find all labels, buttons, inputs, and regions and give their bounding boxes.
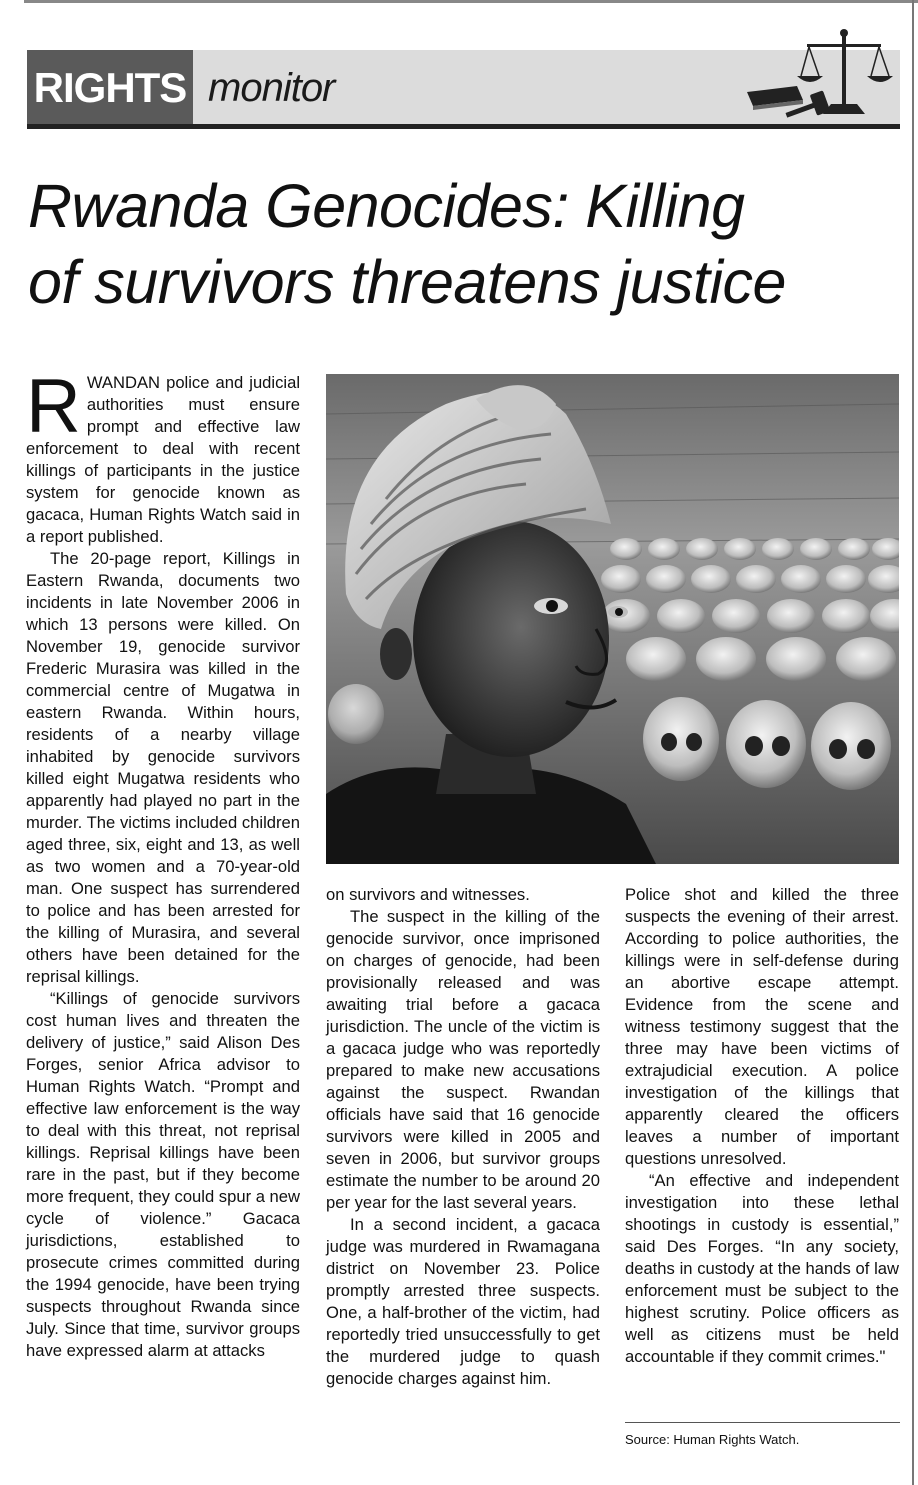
source-credit: Source: Human Rights Watch. — [625, 1432, 800, 1447]
drop-cap: R — [26, 364, 81, 449]
top-rule — [24, 0, 918, 3]
headline-line-1: Rwanda Genocides: Killing — [28, 172, 745, 240]
article-paragraph: In a second incident, a gacaca judge was murdered in Rwamagana district on November 23. Police promptly arrested three suspects. One, a half-brother of the victim, had reportedly tried unsuccessfully to get the murdered judge to quash genocide charges against him. — [326, 1215, 600, 1388]
section-label: RIGHTS — [27, 50, 193, 125]
source-divider — [625, 1422, 900, 1423]
page-edge-rule — [912, 0, 914, 1485]
article-paragraph: “An effective and independent investigation into these lethal shootings in custody is essential,” said Des Forges. “In any society, deaths in custody at the hands of law enforcement must be subject to the highest scrutiny. Police officers as well as citizens must be held accountable if they commit crimes." — [625, 1171, 899, 1366]
article-column-3 — [625, 884, 899, 1368]
article-paragraph — [26, 364, 300, 548]
article-paragraph: The 20-page report, Killings in Eastern Rwanda, documents two incidents in late November 2006 in which 13 persons were killed. On November 19, genocide survivor Frederic Murasira was killed in the commercial centre of Mugatwa in eastern Rwanda. Within hours, residents of a nearby village inhabited by genocide survivors killed eight Mugatwa residents who apparently had played no part in the murder. The victims included children aged three, six, eight and 13, as well as two women and a 70-year-old man. One suspect has surrendered to police and has been arrested for the killing of Murasira, and several others have been detained for the reprisal killings. — [26, 549, 300, 986]
article-column-2 — [326, 884, 600, 1390]
section-subtitle: monitor — [208, 66, 335, 110]
article-photo — [326, 374, 899, 864]
article-paragraph: The suspect in the killing of the genocide survivor, once imprisoned on charges of genocide, had been provisionally released and was awaiting trial before a gacaca jurisdiction. The uncle of the victim is a gacaca judge who was reportedly prepared to make new accusations against the suspect. Rwandan officials have said that 16 genocide survivors were killed in 2005 and seven in 2006, but survivor groups estimate the number to be around 20 per year for the last several years. — [326, 907, 600, 1212]
scales-of-justice-icon — [745, 28, 895, 124]
masthead-rule — [27, 124, 900, 129]
headline — [28, 168, 908, 320]
headline-line-2: of survivors threatens justice — [28, 248, 786, 316]
article-column-1 — [26, 364, 300, 1362]
article-paragraph: on survivors and witnesses. — [326, 885, 530, 904]
article-paragraph: Police shot and killed the three suspects the evening of their arrest. According to police authorities, the killings were in self-defense during an abortive escape attempt. Evidence from the scene and witness testimony suggest that the three may have been victims of extrajudicial execution. A police investigation of the killings that apparently cleared the officers leaves a number of important questions unresolved. — [625, 885, 899, 1168]
article-paragraph: “Killings of genocide survivors cost human lives and threaten the delivery of justice,” said Alison Des Forges, senior Africa advisor to Human Rights Watch. “Prompt and effective law enforcement is the way to deal with this threat, not reprisal killings. Reprisal killings have been rare in the past, but if they become more frequent, they could spur a new cycle of violence.” Gacaca jurisdictions, established to prosecute crimes committed during the 1994 genocide, have been trying suspects throughout Rwanda since July. Since that time, survivor groups have expressed alarm at attacks — [26, 989, 300, 1360]
lead-text: WANDAN police and judicial authorities must ensure prompt and effective law enforcement to deal with recent killings of participants in the justice system for genocide known as gacaca, Human Rights Watch said in a report published. — [26, 373, 300, 546]
